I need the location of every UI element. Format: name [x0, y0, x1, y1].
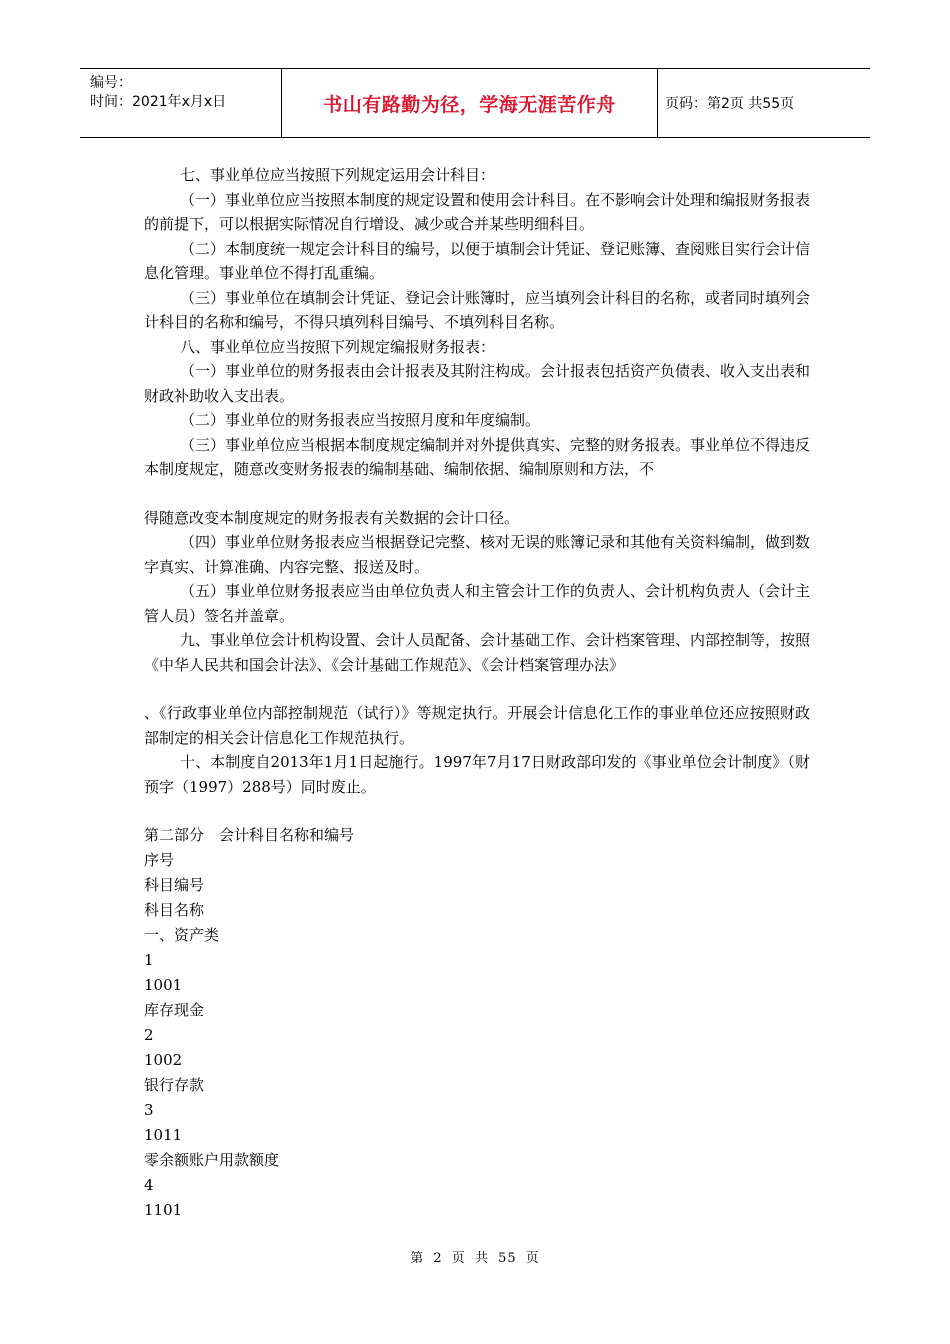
list-item: 1: [144, 951, 154, 969]
number-label: 编号：: [90, 75, 132, 91]
footer-di: 第: [410, 1251, 425, 1266]
list-item: 1011: [144, 1126, 183, 1144]
footer-page-number: 2: [433, 1251, 443, 1266]
footer-total-pages: 55: [498, 1251, 517, 1266]
motto-text: 书山有路勤为径，学海无涯苦作舟: [323, 93, 616, 116]
list-item: 序号: [144, 851, 175, 869]
list-item: 一、资产类: [144, 926, 220, 944]
list-item: 零余额账户用款额度: [144, 1151, 280, 1169]
paragraph: （三）事业单位应当根据本制度规定编制并对外提供真实、完整的财务报表。事业单位不得违反本制度规定，随意改变财务报表的编制基础、编制依据、编制原则和方法，不: [144, 435, 811, 478]
paragraph: （五）事业单位财务报表应当由单位负责人和主管会计工作的负责人、会计机构负责人（会计主管人员）签名并盖章。: [144, 582, 811, 625]
paragraph: （一）事业单位应当按照本制度的规定设置和使用会计科目。在不影响会计处理和编报财务报表的前提下，可以根据实际情况自行增设、减少或合并某些明细科目。: [144, 190, 811, 233]
paragraph: 、《行政事业单位内部控制规范（试行）》等规定执行。开展会计信息化工作的事业单位还应按照财政部制定的相关会计信息化工作规范执行。: [144, 704, 810, 747]
paragraph: 七、事业单位应当按照下列规定运用会计科目：: [180, 166, 496, 184]
list-item: 科目名称: [144, 901, 205, 919]
section-title: 第二部分 会计科目名称和编号: [144, 826, 355, 844]
account-list: [144, 823, 810, 1223]
list-item: 1002: [144, 1051, 183, 1069]
spacer: [144, 482, 810, 506]
list-item: 4: [144, 1176, 154, 1194]
header-motto-cell: [281, 69, 658, 137]
list-item: 科目编号: [144, 876, 205, 894]
document-body: [144, 163, 810, 1223]
footer-gong: 共: [474, 1251, 489, 1266]
list-item: 1001: [144, 976, 183, 994]
paragraph: 九、事业单位会计机构设置、会计人员配备、会计基础工作、会计档案管理、内部控制等，按照《中华人民共和国会计法》、《会计基础工作规范》、《会计档案管理办法》: [144, 631, 811, 674]
page-footer: [0, 1247, 950, 1266]
time-label: 时间：2021年x月x日: [90, 94, 227, 110]
list-item: 库存现金: [144, 1001, 205, 1019]
list-item: 2: [144, 1026, 154, 1044]
list-item: 1101: [144, 1201, 183, 1219]
header-left-cell: [80, 69, 280, 137]
footer-ye: 页: [451, 1251, 466, 1266]
paragraph: （四）事业单位财务报表应当根据登记完整、核对无误的账簿记录和其他有关资料编制，做到数字真实、计算准确、内容完整、报送及时。: [144, 533, 811, 576]
page-header: [80, 68, 870, 138]
paragraph: （二）本制度统一规定会计科目的编号，以便于填制会计凭证、登记账簿、查阅账目实行会计信息化管理。事业单位不得打乱重编。: [144, 239, 811, 282]
paragraph: 八、事业单位应当按照下列规定编报财务报表：: [180, 337, 496, 356]
paragraph: （三）事业单位在填制会计凭证、登记会计账簿时，应当填列会计科目的名称，或者同时填列会计科目的名称和编号，不得只填列科目编号、不填列科目名称。: [144, 288, 811, 331]
spacer: [144, 677, 810, 701]
header-page-info: 页码：第2页 共55页: [665, 96, 795, 112]
list-item: 3: [144, 1101, 154, 1119]
footer-ye: 页: [525, 1251, 540, 1266]
paragraph: 十、本制度自2013年1月1日起施行。1997年7月17日财政部印发的《事业单位会计制度》（财预字（1997）288号）同时废止。: [144, 753, 810, 796]
list-item: 银行存款: [144, 1076, 205, 1094]
paragraph: （二）事业单位的财务报表应当按照月度和年度编制。: [180, 411, 541, 429]
paragraph: （一）事业单位的财务报表由会计报表及其附注构成。会计报表包括资产负债表、收入支出表和财政补助收入支出表。: [144, 362, 811, 405]
paragraph: 得随意改变本制度规定的财务报表有关数据的会计口径。: [144, 508, 520, 527]
spacer: [144, 799, 810, 823]
